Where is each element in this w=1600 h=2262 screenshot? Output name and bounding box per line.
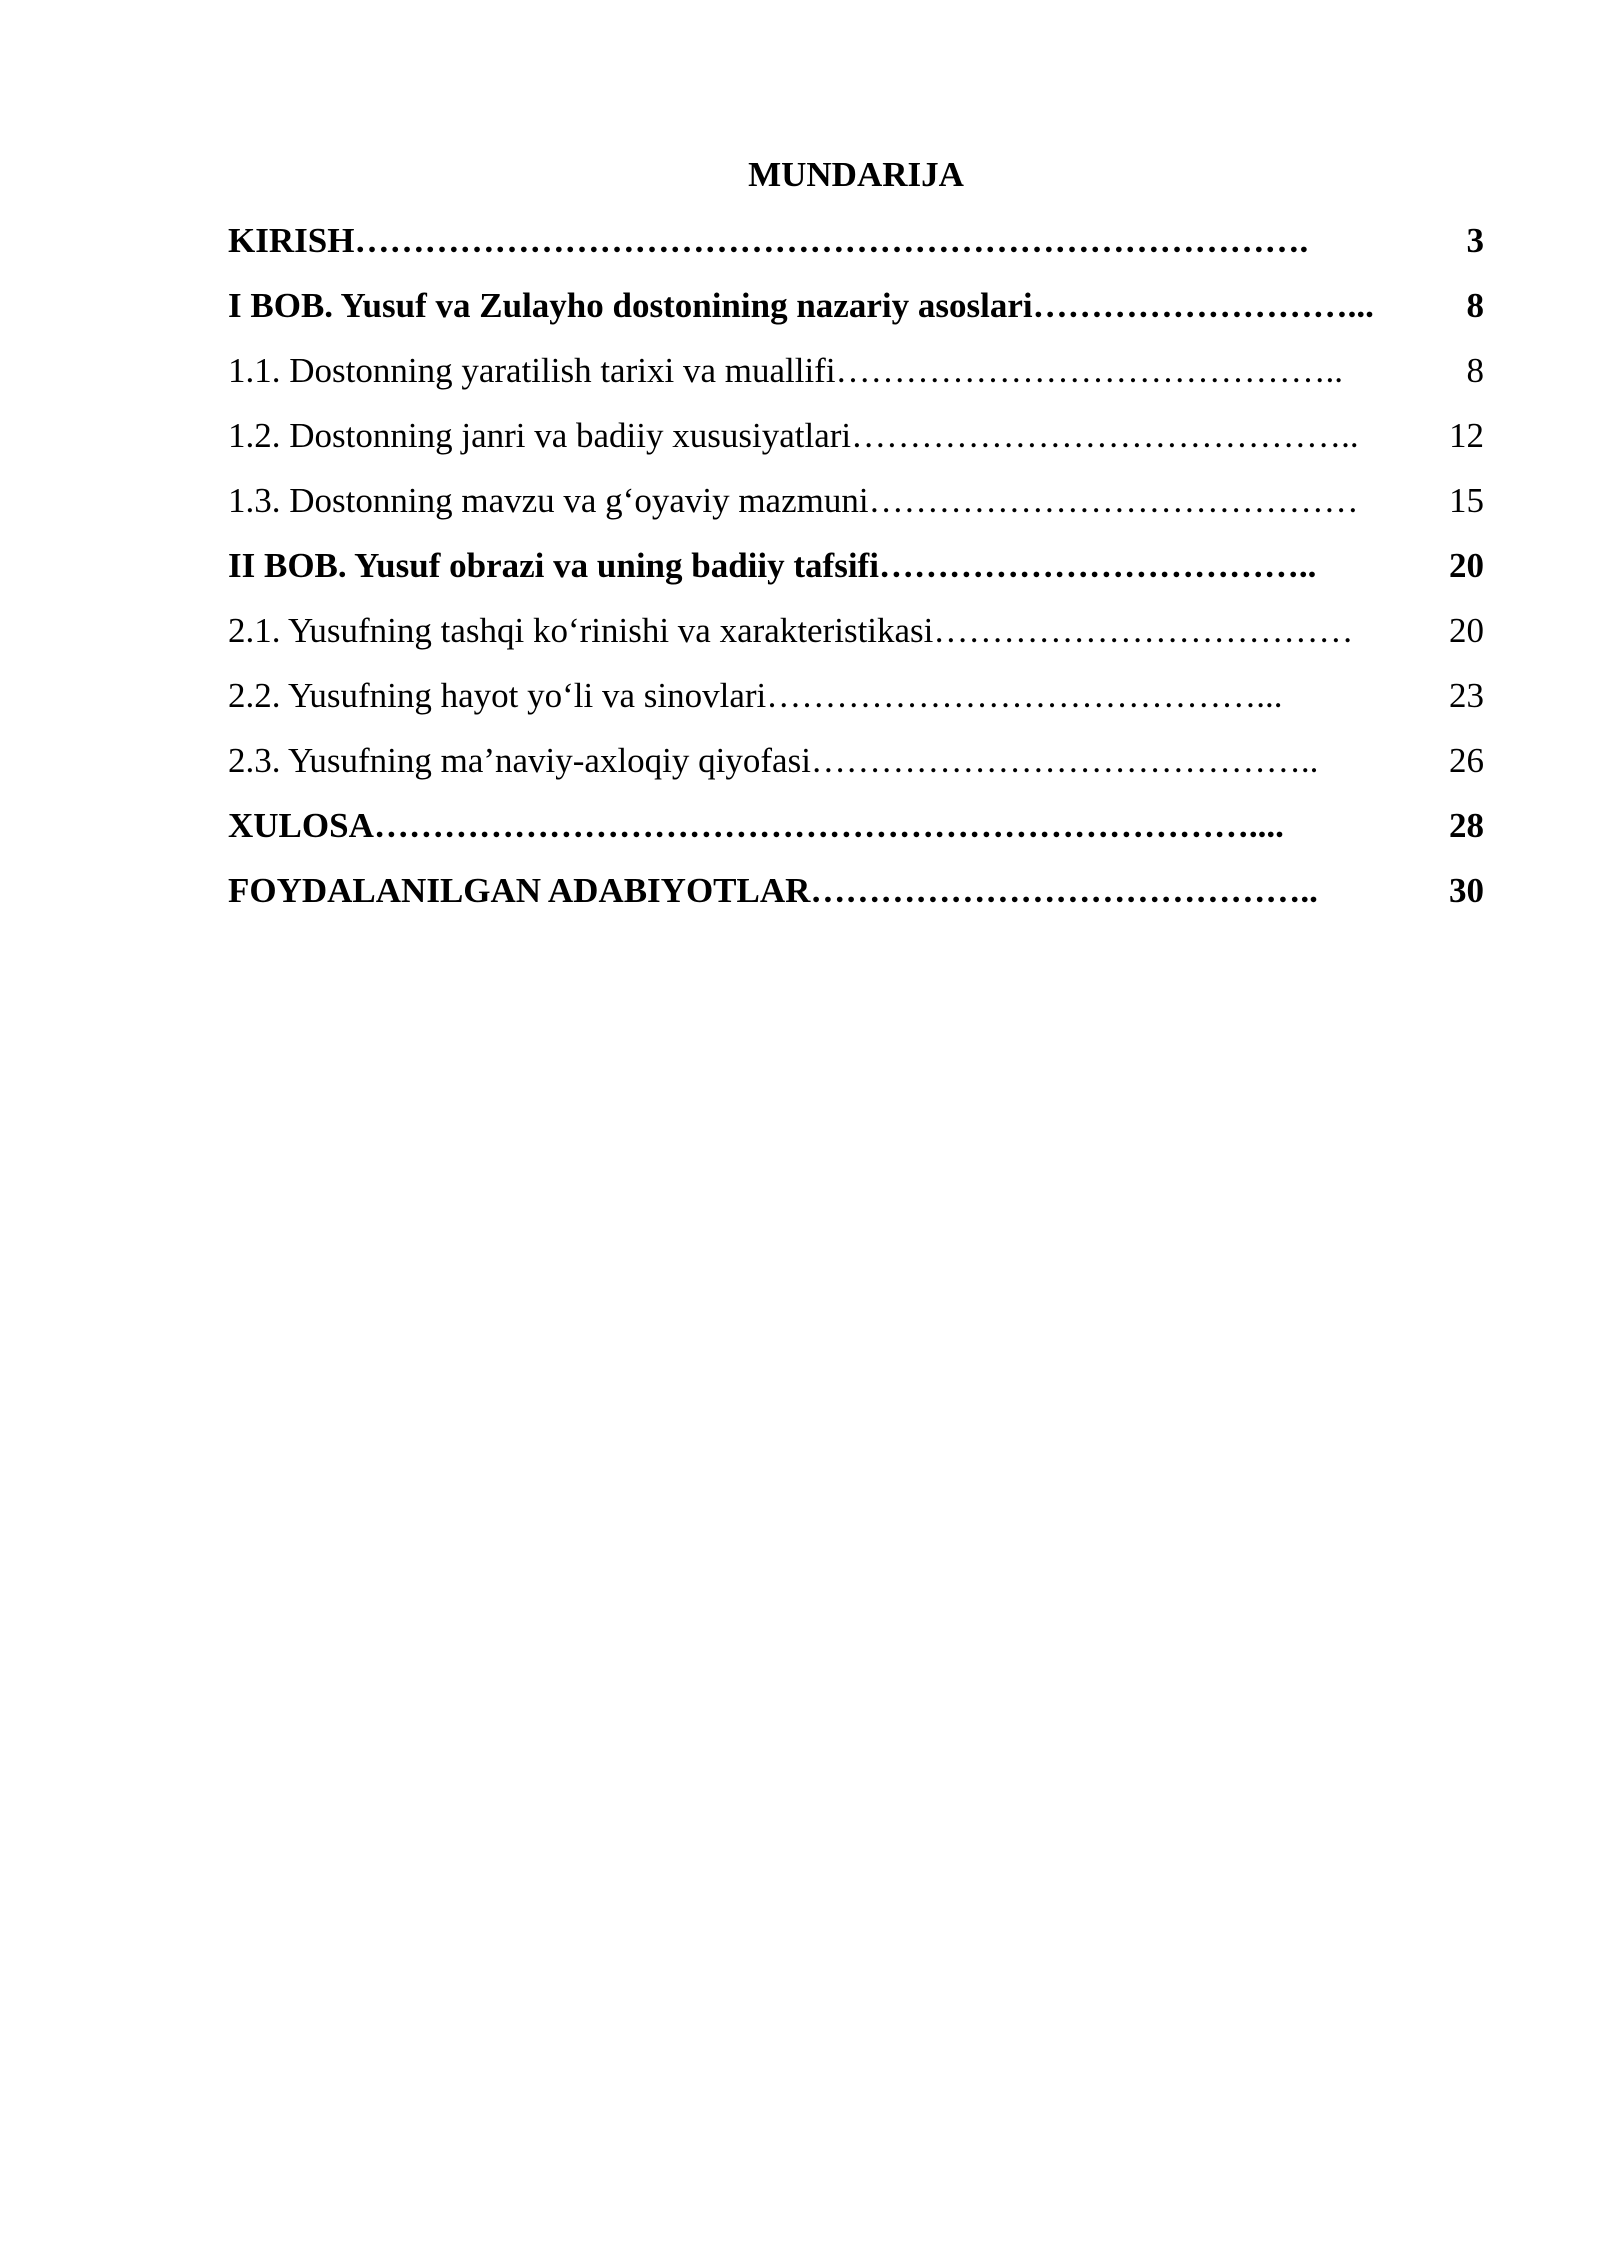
toc-entry-section-2-3[interactable] xyxy=(228,736,1484,801)
page-title: MUNDARIJA xyxy=(748,155,964,194)
toc-dot-leader: …………………………………… xyxy=(868,481,1359,520)
toc-entry-label: 1.2. Dostonning janri va badiiy xususiyatlari xyxy=(228,416,852,455)
toc-entry-section-2-2[interactable] xyxy=(228,671,1484,736)
toc-dot-leader: ……………………………… xyxy=(933,611,1354,650)
toc-entry-label: 1.1. Dostonning yaratilish tarixi va muallifi xyxy=(228,351,836,390)
toc-dot-leader: ………………………………………………………………………. xyxy=(354,221,1309,260)
toc-entry-label: I BOB. Yusuf va Zulayho dostonining nazariy asoslari xyxy=(228,286,1033,325)
toc-entry-xulosa[interactable] xyxy=(228,801,1484,866)
toc-page-number: 20 xyxy=(1449,611,1484,650)
toc-dot-leader: …………………………………….. xyxy=(851,416,1359,455)
toc-dot-leader: …………………………………….. xyxy=(810,871,1318,910)
toc-entry-label: FOYDALANILGAN ADABIYOTLAR xyxy=(228,871,811,910)
table-of-contents xyxy=(228,216,1484,931)
toc-dot-leader: ……………………………………... xyxy=(766,676,1283,715)
toc-page-number: 12 xyxy=(1449,416,1484,455)
toc-entry-section-1-1[interactable] xyxy=(228,346,1484,411)
toc-entry-bibliography[interactable] xyxy=(228,866,1484,931)
toc-entry-chapter-2[interactable] xyxy=(228,541,1484,606)
toc-page-number: 23 xyxy=(1449,676,1484,715)
toc-page-number: 26 xyxy=(1449,741,1484,780)
toc-dot-leader: ………………………... xyxy=(1032,286,1374,325)
toc-entry-label: KIRISH xyxy=(228,221,355,260)
toc-entry-label: II BOB. Yusuf obrazi va uning badiiy tafsifi xyxy=(228,546,879,585)
toc-dot-leader: ………………………………………………………………….... xyxy=(373,806,1284,845)
toc-entry-label: 1.3. Dostonning mavzu va g‘oyaviy mazmuni xyxy=(228,481,869,520)
toc-dot-leader: …………………………………….. xyxy=(810,741,1319,780)
toc-entry-kirish[interactable] xyxy=(228,216,1484,281)
toc-entry-label: XULOSA xyxy=(228,806,374,845)
toc-page-number: 20 xyxy=(1449,546,1484,585)
toc-entry-section-2-1[interactable] xyxy=(228,606,1484,671)
toc-dot-leader: …………………………………….. xyxy=(835,351,1344,390)
toc-page-number: 8 xyxy=(1466,351,1484,390)
toc-page-number: 3 xyxy=(1466,221,1484,260)
toc-page-number: 28 xyxy=(1449,806,1484,845)
toc-page-number: 8 xyxy=(1466,286,1484,325)
toc-entry-label: 2.3. Yusufning ma’naviy-axloqiy qiyofasi xyxy=(228,741,811,780)
toc-entry-label: 2.2. Yusufning hayot yo‘li va sinovlari xyxy=(228,676,767,715)
toc-entry-section-1-2[interactable] xyxy=(228,411,1484,476)
toc-page-number: 15 xyxy=(1449,481,1484,520)
toc-page-number: 30 xyxy=(1449,871,1484,910)
toc-entry-label: 2.1. Yusufning tashqi ko‘rinishi va xarakteristikasi xyxy=(228,611,934,650)
toc-dot-leader: ……………………………….. xyxy=(878,546,1317,585)
toc-entry-section-1-3[interactable] xyxy=(228,476,1484,541)
toc-entry-chapter-1[interactable] xyxy=(228,281,1484,346)
